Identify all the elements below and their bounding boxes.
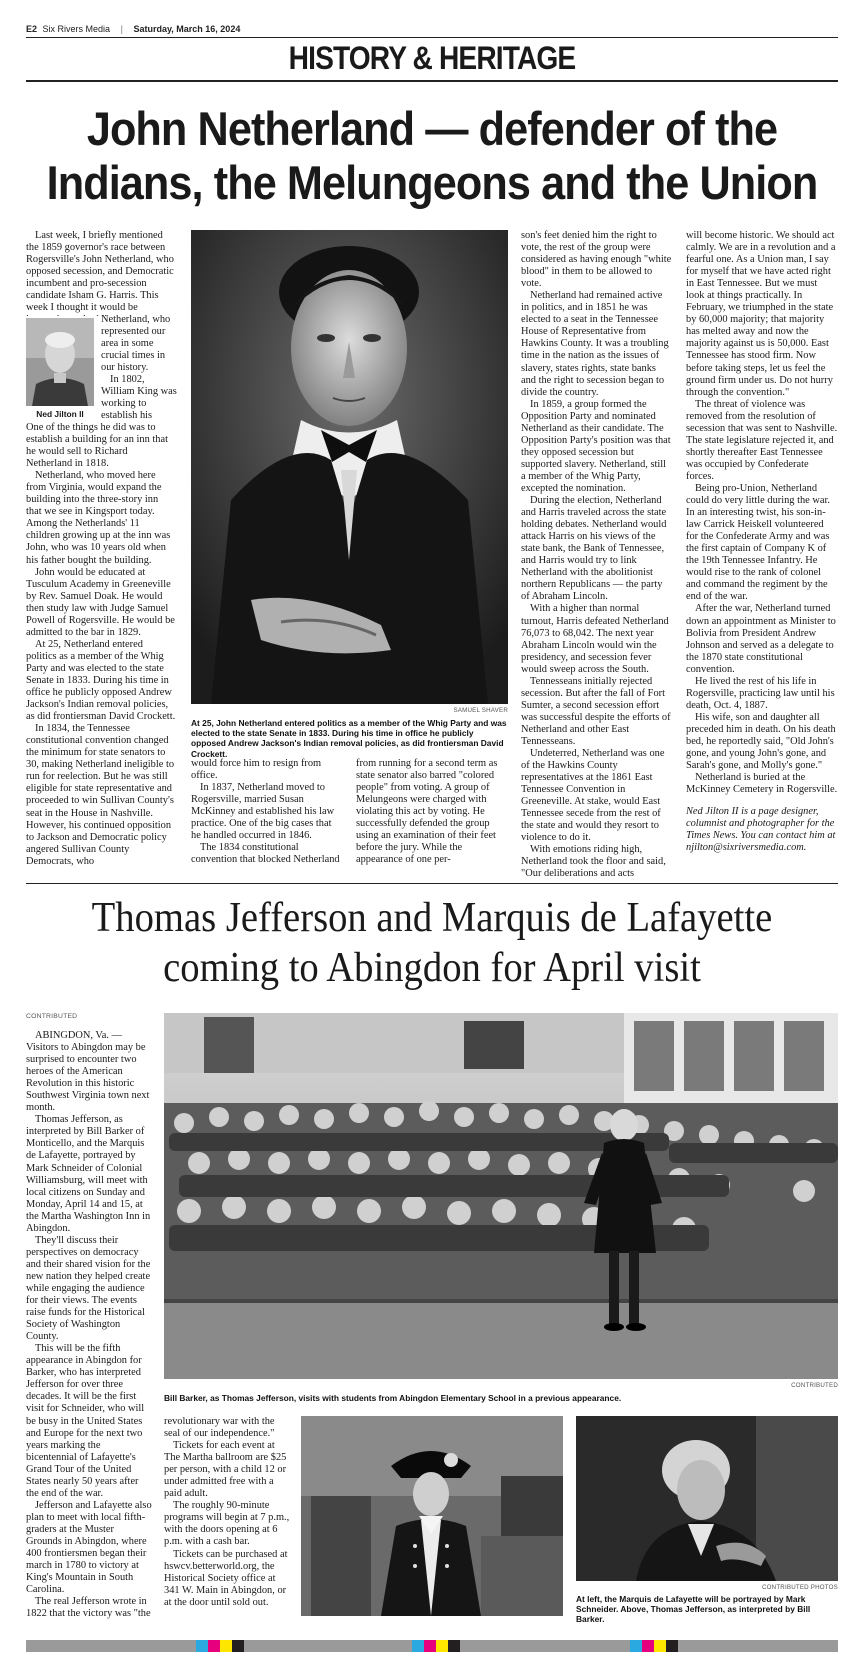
black-swatch	[666, 1640, 678, 1652]
paragraph: In 1859, a group formed the Opposition Party and nominated Netherland as their candidate. The Opposition Party's position was that they opposed secession but supported slavery. Netherland, still a member of the Whig Party, excepted the nomination.	[521, 398, 671, 494]
photos-credit: CONTRIBUTED PHOTOS	[761, 1584, 838, 1591]
paragraph: would force him to resign from office.	[191, 758, 322, 782]
masthead-top-rule	[26, 37, 838, 38]
paragraph: The real Jefferson wrote in 1822 that the victory was "the	[26, 1596, 151, 1620]
paragraph: After the war, Netherland turned down an appointment as Minister to Bolivia from President Andrew Johnson and served as a delegate to the 1870 state constitutional convention.	[686, 603, 836, 675]
magenta-swatch	[642, 1640, 654, 1652]
person-silhouette-icon	[26, 318, 94, 406]
paragraph: John would be educated at Tusculum Academy in Greeneville by Rev. Samuel Doak. He would then study law with Judge Samuel Powell of Rogersville. He would be admitted to the bar in 1829.	[26, 566, 175, 638]
story2-col2	[164, 1416, 290, 1620]
paragraph: With emotions riding high, Netherland took the floor and said, "Our deliberations and acts	[521, 844, 666, 880]
story2-col1	[26, 1030, 152, 1620]
story2-byline: CONTRIBUTED	[26, 1013, 78, 1020]
cyan-swatch	[196, 1640, 208, 1652]
page-number: E2	[26, 24, 38, 34]
author-headshot	[26, 318, 94, 406]
paragraph: Netherland is buried at the McKinney Cemetery in Rogersville.	[686, 772, 838, 796]
folio	[26, 24, 240, 34]
paragraph: They'll discuss their perspectives on democracy and their shared vision for the new nation they helped create while engaging the audience for their views. The events raise funds for the Historical Society of Washington County.	[26, 1234, 151, 1343]
jefferson-photo	[576, 1416, 838, 1581]
paragraph: will become historic. We should act calmly. We are in a revolution and a fearful one. As a Union man, I say for myself that we have acted right in East Tennessee. But we must look at things practically. In February, we triumphed in the state by 60,000 majority; that majority has melted away and now the majority against us is 50,000. East Tennessee has stood firm. Now before taking steps, let us feel the ground firm under us. Do not hurry through the convention."	[686, 230, 836, 398]
classroom-photo-caption: Bill Barker, as Thomas Jefferson, visits with students from Abingdon Elementary School in a previous appearance.	[164, 1393, 622, 1403]
paragraph: Jefferson and Lafayette also plan to meet with local fifth-graders at the Muster Grounds in Abingdon, where 400 frontiersmen began their march in 1780 to victory at King's Mountain in South Carolina.	[26, 1499, 152, 1596]
story1-col5	[686, 230, 838, 880]
paragraph: Netherland had remained active in politics, and in 1851 he was elected to a seat in the Tennessee House of Representative from Hawkins County. It was a troubling time in the nation as the issues of slavery, states rights, state banks and the right to secession began to divide the country.	[521, 290, 669, 398]
paragraph: This will be the fifth appearance in Abingdon for Barker, who has interpreted Jefferson for over three decades. It will be the first visit for Schneider, who will be busy in the United States and Europe for the next two years marking the bicentennial of Lafayette's Grand Tour of the United States nearly 50 years after the end of the war.	[26, 1343, 145, 1499]
paragraph: He lived the rest of his life in Rogersville, practicing law until his death, Oct. 4, 1887.	[686, 675, 835, 711]
paragraph: ABINGDON, Va. — Visitors to Abingdon may be surprised to encounter two heroes of the American Revolution in this historic Southwest Virginia town next month.	[26, 1030, 150, 1114]
paragraph: Undeterred, Netherland was one of the Hawkins County representatives at the 1861 East Tennessee Convention in Greeneville. At stake, would East Tennessee secede from the rest of the state and would they resort to violence to do it.	[521, 748, 665, 844]
classroom-photo	[164, 1013, 838, 1379]
story1-col1-top	[26, 230, 176, 316]
folio-separator: |	[120, 24, 123, 34]
color-swatch-group-center	[412, 1640, 460, 1652]
cyan-swatch	[630, 1640, 642, 1652]
color-swatch-group-right	[630, 1640, 678, 1652]
author-bio: Ned Jilton II is a page designer, columnist and photographer for the Times News. You can contact him at njilton@sixriversmedia.com.	[686, 806, 836, 854]
netherland-portrait	[191, 230, 508, 704]
paragraph: Tickets for each event at The Martha ballroom are $25 per person, with a child 12 or under admitted free with a paid adult.	[164, 1440, 287, 1500]
paragraph: In 1837, Netherland moved to Rogersville, married Susan McKinney and established his law practice. One of the big cases that he handled occurred in 1846.	[191, 782, 335, 842]
yellow-swatch	[220, 1640, 232, 1652]
story1-headline	[0, 102, 864, 210]
story2-headline-line2: coming to Abingdon for April visit	[163, 945, 701, 991]
story1-headline-line1: John Netherland — defender of the	[86, 102, 778, 155]
lafayette-portrait	[301, 1416, 563, 1616]
classroom-photo-credit: CONTRIBUTED	[791, 1382, 838, 1389]
cyan-swatch	[412, 1640, 424, 1652]
yellow-swatch	[654, 1640, 666, 1652]
paragraph: son's feet denied him the right to vote, the rest of the group were considered as having enough "white blood" in them to be allowed to vote.	[521, 230, 672, 290]
jefferson-portrait	[576, 1416, 838, 1581]
paragraph: One of the things he did was to establish a building for an inn that he would sell to Richard Netherland in 1818.	[26, 422, 168, 470]
paragraph: Tickets can be purchased at hswcv.betterworld.org, the Historical Society office at 341 W. Main in Abingdon, or at the door until sold out.	[164, 1548, 288, 1608]
paragraph: During the election, Netherland and Harris traveled across the state holding debates. Netherland would attack Harris on his views of the state bank, the Bank of Tennessee, and Harris would try to link Netherland with the abolitionist northern Republicans — the party of Abraham Lincoln.	[521, 495, 667, 603]
black-swatch	[448, 1640, 460, 1652]
magenta-swatch	[208, 1640, 220, 1652]
paragraph: Tennesseans initially rejected secession. But after the fall of Fort Sumter, a second secession effort was successful despite the efforts of Netherland and other East Tennesseans.	[521, 675, 671, 747]
photos-caption: At left, the Marquis de Lafayette will be portrayed by Mark Schneider. Above, Thomas Jefferson, as interpreted by Bill Barker.	[576, 1594, 811, 1625]
lafayette-photo	[301, 1416, 563, 1616]
magenta-swatch	[424, 1640, 436, 1652]
paragraph: At 25, Netherland entered politics as a member of the Whig Party and was elected to the state Senate in 1833. During his time in office he publicly opposed Andrew Jackson's Indian removal policies, as did frontiersman David Crockett.	[26, 638, 176, 723]
paragraph: In 1802, William King was working to establish his	[101, 374, 177, 422]
classroom-scene	[164, 1013, 838, 1379]
paragraph: The threat of violence was removed from the resolution of secession that was sent to Nashville. The state legislature rejected it, and shortly thereafter East Tennessee was occupied by Confederate forces.	[686, 398, 838, 482]
story1-col1-rest	[26, 422, 176, 880]
section-rule	[26, 80, 838, 82]
paragraph: His wife, son and daughter all preceded him in death. On his death bed, he reportedly said, "Old John's gone, and young John's gone, and Sarah's gone, and Molly's gone."	[686, 711, 836, 772]
paragraph: Netherland, who moved here from Virginia, would expand the building into the three-story inn that we see in Kingsport today. Among the Netherlands' 11 children growing up at the inn was John, who was 10 years old when his father bought the building.	[26, 470, 171, 566]
paragraph: Being pro-Union, Netherland could do very little during the war. In an interesting twist, his son-in-law Carrick Heiskell volunteered for the Confederate Army and was the first captain of Company K of the 19th Tennessee Infantry. He would rise to the rank of colonel and command the regiment by the end of the war.	[686, 482, 830, 603]
publication-date: Saturday, March 16, 2024	[133, 24, 241, 34]
story2-headline	[0, 893, 864, 993]
paragraph: With a higher than normal turnout, Harris defeated Netherland 76,073 to 68,042. The next year Abraham Lincoln would win the presidency, and secession fever would sweep across the South.	[521, 603, 669, 675]
story1-col3	[356, 758, 508, 880]
paragraph: Last week, I briefly mentioned the 1859 governor's race between Rogersville's John Netherland, who opposed secession, and Democratic incumbent and pro-secession candidate Isham G. Harris. This week I thought it would be	[26, 230, 174, 314]
section-title: HISTORY & HERITAGE	[288, 40, 576, 76]
portrait-caption: At 25, John Netherland entered politics as a member of the Whig Party and was elected to the state Senate in 1833. During his time in office he publicly opposed Andrew Jackson's Indian removal policies, as did frontiersman David Crockett.	[191, 718, 507, 759]
portrait-painting	[191, 230, 508, 704]
color-swatch-group-left	[196, 1640, 244, 1652]
paragraph: from running for a second term as state senator also barred "colored people" from voting. A group of Melungeons were charged with violating this act by voting. He successfully defended the group using an examination of their feet before the jury. While the appearance of one per-	[356, 758, 498, 866]
yellow-swatch	[436, 1640, 448, 1652]
publication-name: Six Rivers Media	[42, 24, 111, 34]
story1-col2	[191, 758, 341, 880]
black-swatch	[232, 1640, 244, 1652]
paragraph: The 1834 constitutional convention that blocked Netherland	[191, 842, 340, 866]
paragraph: Thomas Jefferson, as interpreted by Bill Barker of Monticello, and the Marquis de Lafayette, portrayed by Mark Schneider of Colonial Williamsburg, will meet with local citizens on Sunday and Monday, April 14 and 15, at the Martha Washington Inn in Abingdon.	[26, 1114, 151, 1234]
paragraph: The roughly 90-minute programs will begin at 7 p.m., with the doors opening at 6 p.m. with a cash bar.	[164, 1500, 290, 1548]
story1-col1-wrap	[101, 314, 177, 422]
portrait-credit: SAMUEL SHAVER	[453, 707, 508, 714]
story2-headline-line1: Thomas Jefferson and Marquis de Lafayette	[91, 895, 773, 941]
paragraph: Netherland, who represented our area in some crucial times in our history.	[101, 314, 171, 374]
story-divider	[26, 883, 838, 884]
paragraph: revolutionary war with the seal of our independence."	[164, 1416, 275, 1440]
author-label: Ned Jilton II	[36, 409, 84, 419]
paragraph: In 1834, the Tennessee constitutional convention changed the minimum for state senators to 30, making Netherland ineligible to run for reelection. But he was still eligible for state representative and proceeded to win Sullivan County's seat in the House in Nashville. However, his continued opposition to Jackson and Democratic policy angered Sullivan County Democrats, who	[26, 723, 175, 867]
story1-col4	[521, 230, 673, 880]
story1-headline-line2: Indians, the Melungeons and the Union	[46, 156, 818, 209]
